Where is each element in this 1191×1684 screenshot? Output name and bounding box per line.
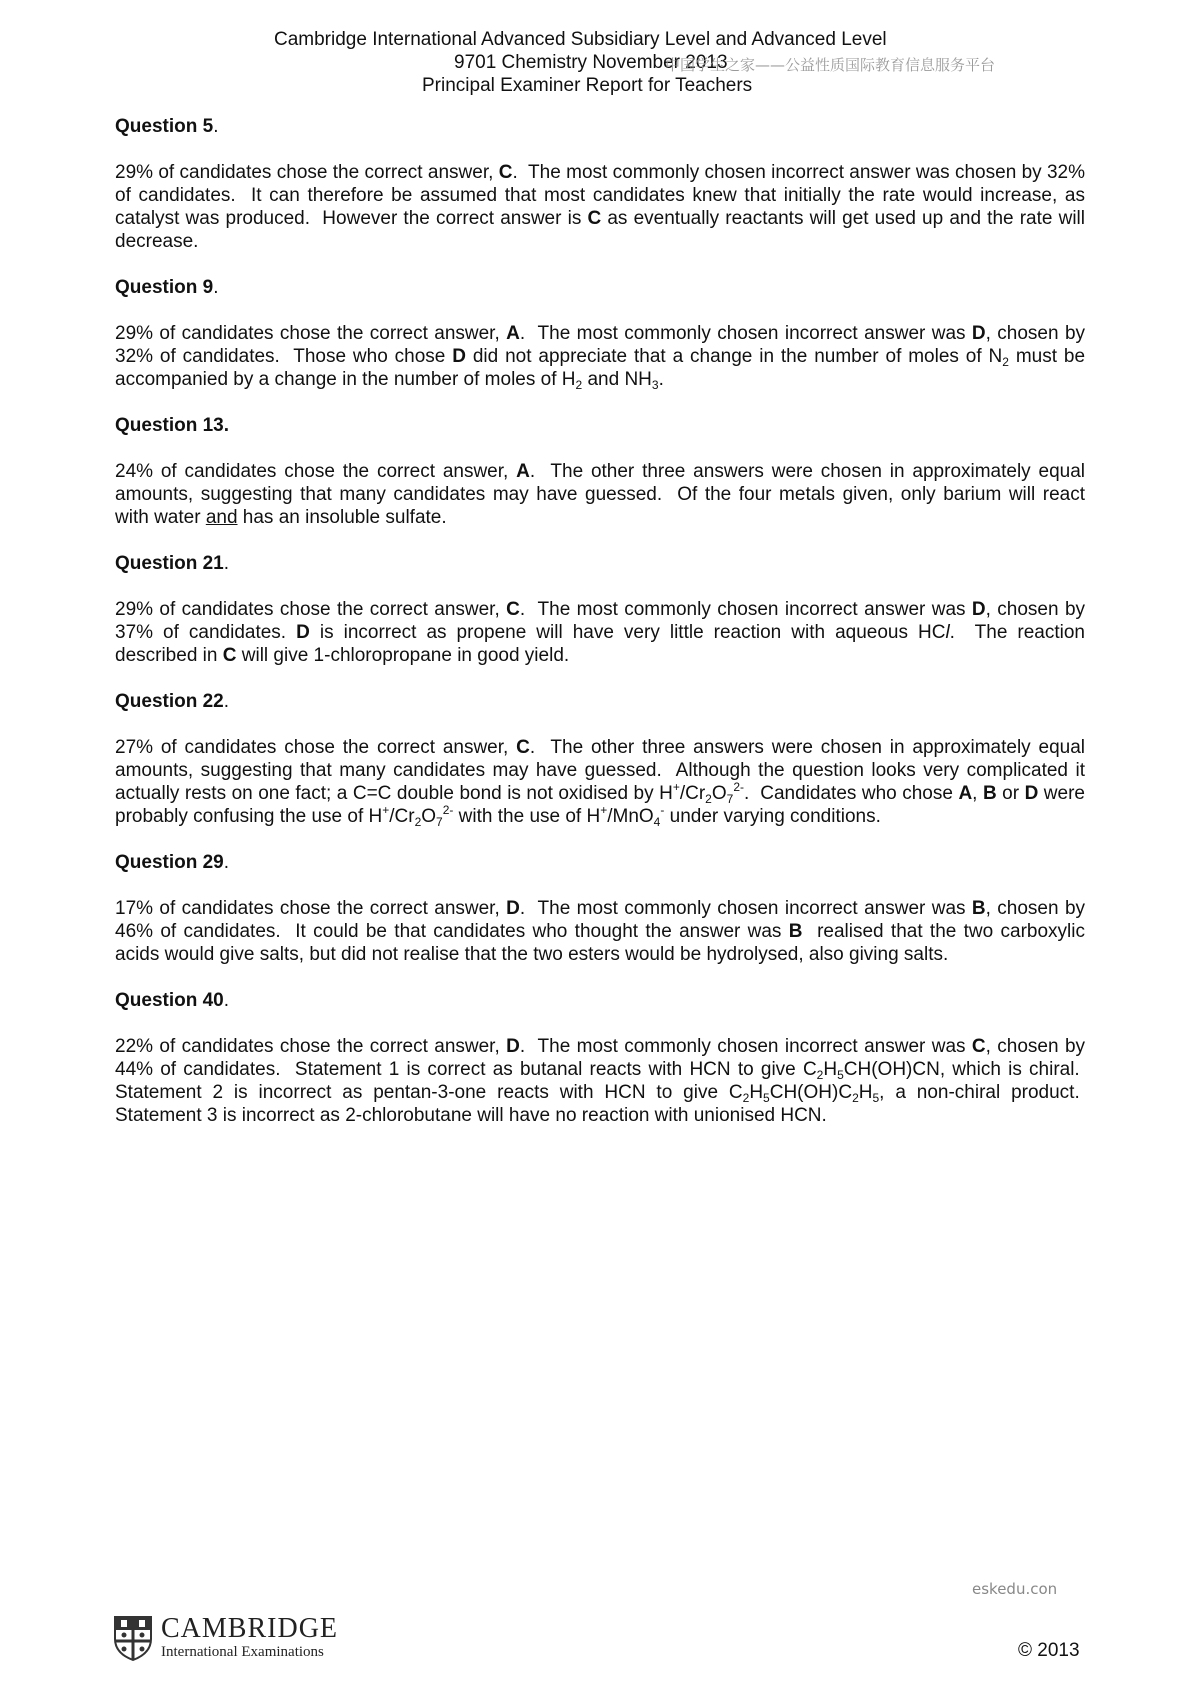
question-heading: Question 22. (115, 691, 230, 712)
logo-subtitle: International Examinations (161, 1644, 324, 1660)
question-heading: Question 29. (115, 852, 230, 873)
question-heading: Question 40. (115, 990, 230, 1011)
question-paragraph: 27% of candidates chose the correct answer, C. The other three answers were chosen in approximately equal amounts, suggesting that many candidates may have guessed. Although the question looks very complicated it actually rests on one fact; a C=C double bond is not oxidised by $H^+/Cr_2O_7^{2-}$. Candidates who chose A, B or D were probably confusing the use of $H^+/Cr_2O_7^{2-}$ with the use of H+/MnO$_4$- under varying conditions. (115, 737, 1085, 829)
question-paragraph: 29% of candidates chose the correct answer, A. The most commonly chosen incorrect answer was D, chosen by 32% of candidates. Those who chose D did not appreciate that a change in the number of moles of $N_2$ must be accompanied by a change in the number of moles of $H_2$ and $NH_3$. (115, 323, 1086, 392)
question-paragraph: 29% of candidates chose the correct answer, C. The most commonly chosen incorrect answer was D, chosen by 37% of candidates. D is incorrect as propene will have very little reaction with aqueous HCl. The reaction described in C will give 1-chloropropane in good yield. (115, 599, 1086, 666)
cambridge-shield-icon (113, 1615, 153, 1661)
copyright-text: © 2013 (1018, 1640, 1080, 1661)
cambridge-logo (113, 1614, 338, 1662)
question-heading: Question 5. (115, 116, 219, 137)
footer-site-text: eskedu.con (972, 1580, 1058, 1598)
logo-title: CAMBRIDGE (161, 1613, 339, 1644)
report-content (115, 115, 1085, 1150)
question-paragraph: 29% of candidates chose the correct answer, C. The most commonly chosen incorrect answer was chosen by 32% of candidates. It can therefore be assumed that most candidates knew that initially the rate would increase, as catalyst was produced. However the correct answer is C as eventually reactants will get used up and the rate will decrease. (115, 162, 1086, 252)
question-paragraph: 17% of candidates chose the correct answer, D. The most commonly chosen incorrect answer was B, chosen by 46% of candidates. It could be that candidates who thought the answer was B realised that the two carboxylic acids would give salts, but did not realise that the two esters would be hydrolysed, also giving salts. (115, 898, 1086, 965)
question-heading: Question 9. (115, 277, 219, 298)
question-heading: Question 13. (115, 415, 230, 436)
question-heading: Question 21. (115, 553, 230, 574)
header-line-1: Cambridge International Advanced Subsidiary Level and Advanced Level (274, 29, 887, 50)
watermark-text: 中国学生之家——公益性质国际教育信息服务平台 (665, 56, 996, 74)
question-paragraph: 24% of candidates chose the correct answer, A. The other three answers were chosen in approximately equal amounts, suggesting that many candidates may have guessed. Of the four metals given, only barium will react with water and has an insoluble sulfate. (115, 461, 1085, 528)
header-line-3: Principal Examiner Report for Teachers (422, 75, 753, 96)
question-paragraph: 22% of candidates chose the correct answer, D. The most commonly chosen incorrect answer was C, chosen by 44% of candidates. Statement 1 is correct as butanal reacts with HCN to give $C_2H_5CH(OH)CN$, which is chiral. Statement 2 is incorrect as pentan-3-one reacts with HCN to give $C_2H_5CH(OH)C_2H_5$, a non-chiral product. Statement 3 is incorrect as 2-chlorobutane will have no reaction with unionised HCN. (115, 1036, 1086, 1126)
header-line-2: 9701 Chemistry November 2013 (454, 52, 728, 73)
